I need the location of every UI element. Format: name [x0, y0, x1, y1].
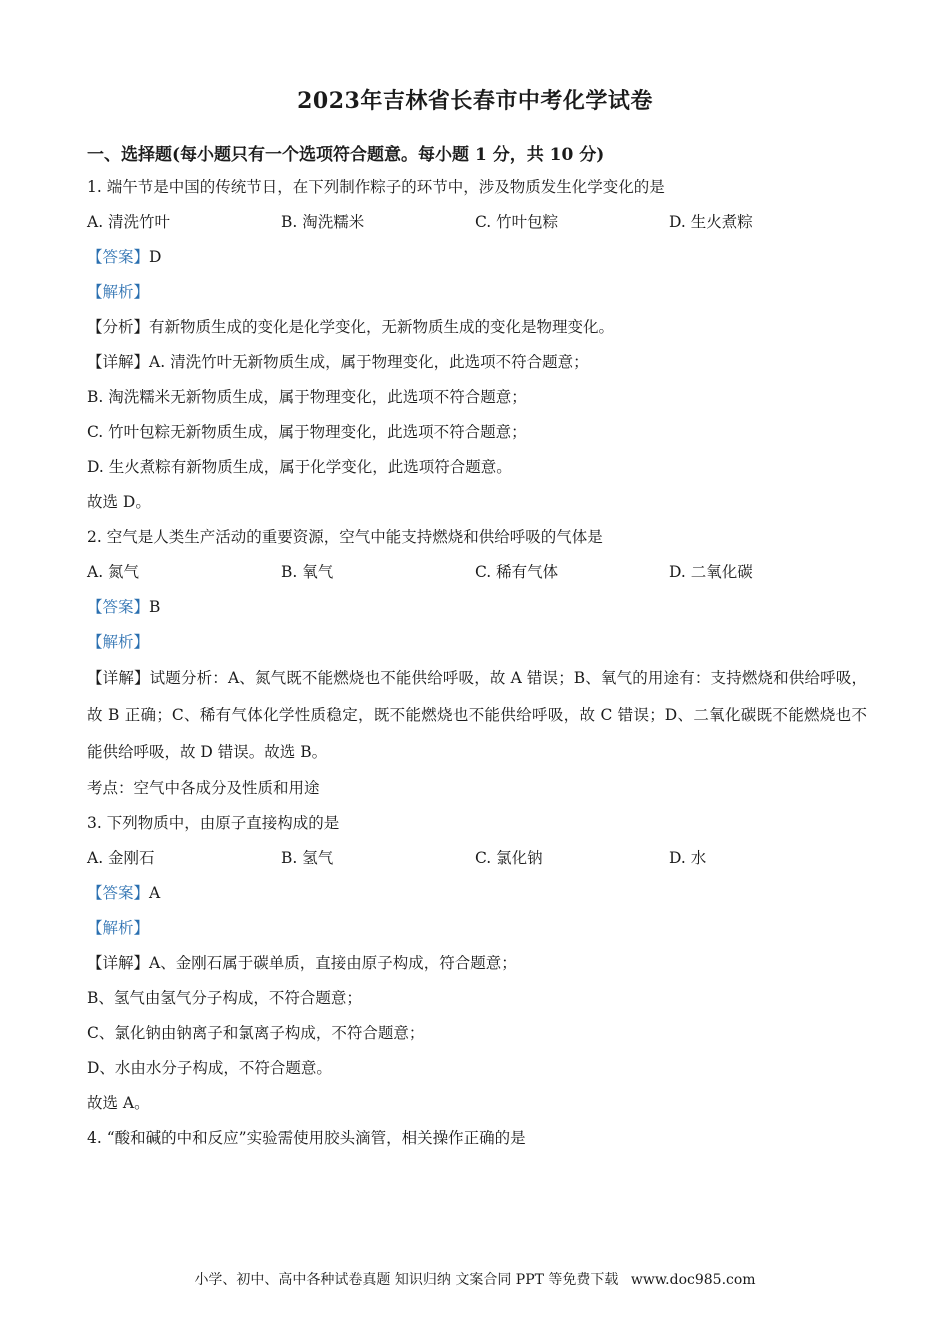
question-1-options — [87, 205, 867, 240]
answer-tag: 【答案】 — [87, 884, 150, 902]
detail-text: 试题分析：A、氮气既不能燃烧也不能供给呼吸，故 A 错误；B、氧气的用途有：支持燃烧和供给呼吸，故 B 正确；C、稀有气体化学性质稳定，既不能燃烧也不能供给呼吸，故 C 错误；D、二氧化碳既不能燃烧也不能供给呼吸，故 D 错误。故选 B。 — [87, 669, 867, 761]
detail-paragraph — [87, 660, 867, 771]
fenxi-tag: 【分析】 — [87, 318, 150, 336]
detail-line: B、氢气由氢气分子构成，不符合题意； — [87, 989, 362, 1007]
detail-text: A、金刚石属于碳单质，直接由原子构成，符合题意； — [149, 954, 517, 972]
option-a: A. 氮气 — [87, 563, 140, 581]
question-3-options — [87, 841, 867, 876]
question-1-stem: 1. 端午节是中国的传统节日，在下列制作粽子的环节中，涉及物质发生化学变化的是 — [87, 178, 665, 196]
option-c: C. 氯化钠 — [475, 849, 543, 867]
option-d: D. 水 — [669, 849, 707, 867]
detail-line: C. 竹叶包粽无新物质生成，属于物理变化，此选项不符合题意； — [87, 423, 527, 441]
detail-tag: 【详解】 — [87, 353, 150, 371]
exam-title: 2023年吉林省长春市中考化学试卷 — [297, 88, 653, 114]
option-b: B. 氧气 — [281, 563, 334, 581]
kaodian-line: 考点：空气中各成分及性质和用途 — [87, 779, 320, 797]
section-heading: 一、选择题(每小题只有一个选项符合题意。每小题 1 分，共 10 分) — [87, 145, 605, 165]
option-a: A. 清洗竹叶 — [87, 213, 171, 231]
footer-link[interactable]: www.doc985.com — [630, 1272, 756, 1288]
question-3-stem: 3. 下列物质中，由原子直接构成的是 — [87, 814, 340, 832]
option-b: B. 氢气 — [281, 849, 334, 867]
detail-line: B. 淘洗糯米无新物质生成，属于物理变化，此选项不符合题意； — [87, 388, 527, 406]
answer-tag: 【答案】 — [87, 248, 150, 266]
footer-text: 小学、初中、高中各种试卷真题 知识归纳 文案合同 PPT 等免费下载 — [194, 1272, 619, 1288]
detail-tag: 【详解】 — [87, 954, 150, 972]
question-2-stem: 2. 空气是人类生产活动的重要资源，空气中能支持燃烧和供给呼吸的气体是 — [87, 528, 603, 546]
detail-line — [87, 946, 867, 981]
fenxi-line — [87, 310, 867, 345]
detail-line: C、氯化钠由钠离子和氯离子构成，不符合题意； — [87, 1024, 425, 1042]
detail-line: D. 生火煮粽有新物质生成，属于化学变化，此选项符合题意。 — [87, 458, 512, 476]
answer-value: A — [149, 884, 161, 902]
option-d: D. 二氧化碳 — [669, 563, 753, 581]
answer-value: D — [149, 248, 162, 266]
answer-tag: 【答案】 — [87, 598, 150, 616]
option-c: C. 稀有气体 — [475, 563, 559, 581]
option-c: C. 竹叶包粽 — [475, 213, 559, 231]
analysis-tag: 【解析】 — [87, 283, 150, 301]
answer-value: B — [149, 598, 161, 616]
answer-line — [87, 876, 867, 911]
analysis-tag: 【解析】 — [87, 633, 150, 651]
option-a: A. 金刚石 — [87, 849, 155, 867]
detail-tag: 【详解】 — [87, 669, 150, 687]
answer-line — [87, 240, 867, 275]
conclusion-line: 故选 A。 — [87, 1094, 150, 1112]
fenxi-text: 有新物质生成的变化是化学变化，无新物质生成的变化是物理变化。 — [149, 318, 615, 336]
question-2-options — [87, 555, 867, 590]
detail-line — [87, 345, 867, 380]
analysis-tag: 【解析】 — [87, 919, 150, 937]
detail-line: D、水由水分子构成，不符合题意。 — [87, 1059, 332, 1077]
content-body — [87, 170, 867, 1156]
page-footer — [0, 1269, 950, 1289]
option-d: D. 生火煮粽 — [669, 213, 753, 231]
conclusion-line: 故选 D。 — [87, 493, 151, 511]
option-b: B. 淘洗糯米 — [281, 213, 365, 231]
question-4-stem: 4. “酸和碱的中和反应”实验需使用胶头滴管，相关操作正确的是 — [87, 1129, 526, 1147]
answer-line — [87, 590, 867, 625]
detail-text: A. 清洗竹叶无新物质生成，属于物理变化，此选项不符合题意； — [149, 353, 589, 371]
